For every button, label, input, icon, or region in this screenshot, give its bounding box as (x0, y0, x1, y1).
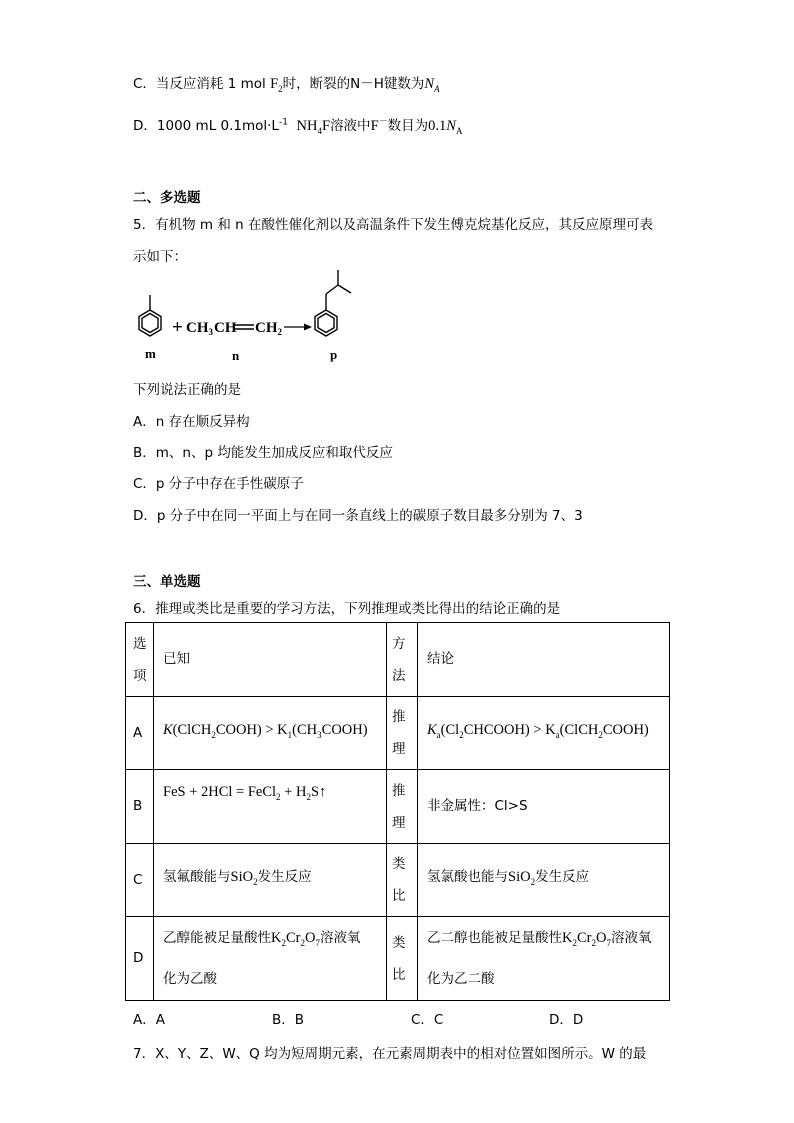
q5-prompt: 下列说法正确的是 (133, 382, 241, 398)
row-b-conclusion: 非金属性：Cl>S (418, 770, 670, 844)
row-c-conclusion: 氢氯酸也能与SiO$_2$发生反应 (418, 844, 670, 917)
header-conclusion: 结论 (418, 623, 670, 697)
label-m: m (145, 346, 156, 361)
row-c-method: 类 比 (387, 844, 418, 917)
benzene-ring-m (139, 295, 161, 336)
section-title-multi-choice: 二、多选题 (133, 190, 201, 206)
amount-value: $0.1N_A$ (428, 118, 463, 136)
label-n: n (232, 348, 240, 363)
q4-option-c: C．当反应消耗 1 mol $F_2$时，断裂的N－H键数为$N_A$ (133, 76, 440, 94)
ch3-group: $CH_3$ (186, 320, 213, 337)
row-a-option: A (126, 697, 154, 770)
reaction-scheme (128, 268, 458, 363)
arrow-head (304, 324, 312, 331)
table-row (126, 917, 670, 1001)
table-row (126, 697, 670, 770)
q5-stem-line2: 示如下： (133, 249, 187, 265)
q6-answer-b: B．B (272, 1012, 305, 1028)
header-known: 已知 (154, 623, 387, 697)
table-header-row (126, 623, 670, 697)
q5-option-d: D．p 分子中在同一平面上与在同一条直线上的碳原子数目最多分别为 7、3 (133, 508, 583, 524)
table-row (126, 844, 670, 917)
row-b-known: FeS + 2HCl = FeCl$_2$ + $H_2S↑$ (154, 770, 387, 844)
q5-option-a: A．n 存在顺反异构 (133, 414, 250, 430)
section-title-single-choice: 三、单选题 (133, 574, 201, 590)
f2-formula: $F_2$ (270, 76, 283, 94)
ch-group: CH (214, 320, 237, 336)
q5-stem-line1: 5．有机物 m 和 n 在酸性催化剂以及高温条件下发生傅克烷基化反应，其反应原理可表 (133, 217, 653, 233)
benzene-ring-p (315, 270, 351, 336)
row-d-known: 乙醇能被足量酸性$K_2Cr_2O_7$溶液氧 化为乙酸 (154, 917, 387, 1001)
row-d-option: D (126, 917, 154, 1001)
avogadro-symbol: $N_A$ (424, 76, 440, 94)
plus-sign: + (172, 317, 183, 338)
row-d-conclusion: 乙二醇也能被足量酸性$K_2Cr_2O_7$溶液氧 化为乙二酸 (418, 917, 670, 1001)
fluoride-ion: F－ (370, 116, 388, 134)
q6-answer-d: D．D (549, 1012, 584, 1028)
q6-table (125, 622, 670, 1001)
ch2-group: $CH_2$ (255, 320, 282, 337)
row-b-method: 推 理 (387, 770, 418, 844)
q6-answer-c: C．C (411, 1012, 444, 1028)
row-b-option: B (126, 770, 154, 844)
header-method: 方 法 (387, 623, 418, 697)
header-option: 选 项 (126, 623, 154, 697)
row-a-known: K(ClCH$_2$COOH) > $K_1(CH_3COOH)$ (154, 697, 387, 770)
nh4f-formula: $NH_4F$ (296, 118, 331, 136)
row-c-option: C (126, 844, 154, 917)
q5-option-b: B．m、n、p 均能发生加成反应和取代反应 (133, 445, 393, 461)
q5-option-c: C．p 分子中存在手性碳原子 (133, 476, 304, 492)
q7-stem: 7．X、Y、Z、W、Q 均为短周期元素，在元素周期表中的相对位置如图所示。W 的最 (133, 1046, 647, 1062)
row-a-conclusion: $K_a(Cl_2CHCOOH)$ > $K_a(ClCH_2COOH)$ (418, 697, 670, 770)
row-a-method: 推 理 (387, 697, 418, 770)
label-p: p (330, 347, 338, 362)
q6-stem: 6．推理或类比是重要的学习方法，下列推理或类比得出的结论正确的是 (133, 601, 561, 617)
q4-option-d: D．1000 mL $0.1mol\cdot L^{-1}$ $NH_4F$溶液中F－数目为$0.1N_A$ (133, 116, 463, 136)
table-row (126, 770, 670, 844)
q6-answer-a: A．A (133, 1012, 165, 1028)
row-d-method: 类 比 (387, 917, 418, 1001)
row-c-known: 氢氟酸能与SiO$_2$发生反应 (154, 844, 387, 917)
